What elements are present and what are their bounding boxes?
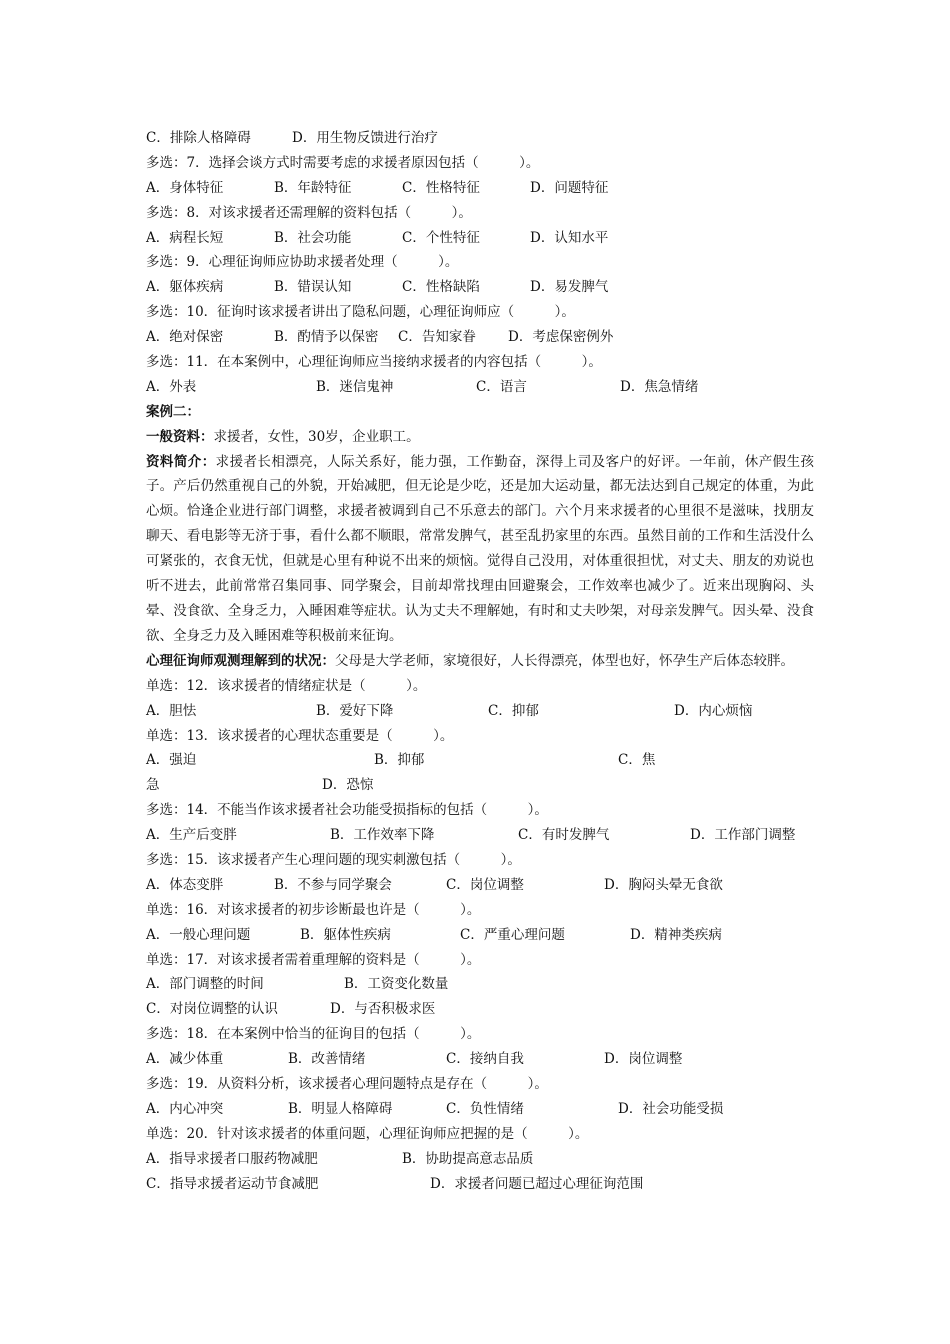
option-text: C．指导求援者运动节食减肥 — [146, 1175, 319, 1192]
option-text: C．告知家眷 — [398, 329, 476, 346]
question-text: 多选：8．对该求援者还需理解的资料包括（ ）。 — [146, 204, 472, 221]
option-text: C．抑郁 — [488, 702, 539, 719]
field-label: 资料简介： — [146, 453, 216, 470]
option-text: A．内心冲突 — [146, 1100, 224, 1117]
option-text: A．外表 — [146, 378, 197, 395]
option-text: A．绝对保密 — [146, 329, 224, 346]
option-text: C．焦 — [618, 752, 656, 769]
option-text: D．与否积极求医 — [330, 1001, 436, 1018]
option-text: C．排除人格障碍 — [146, 130, 251, 146]
question-text: 单选：16．对该求援者的初步诊断最也许是（ ）。 — [146, 901, 481, 918]
options-line — [146, 1097, 814, 1122]
option-text: C．个性特征 — [402, 229, 480, 246]
question-text: 多选：10．征询时该求援者讲出了隐私问题，心理征询师应（ ）。 — [146, 304, 575, 321]
question-text: 多选：14．不能当作该求援者社会功能受损指标的包括（ ）。 — [146, 802, 548, 819]
option-text: B．躯体性疾病 — [300, 926, 391, 943]
option-text: D．求援者问题已超过心理征询范围 — [430, 1175, 644, 1192]
option-text: B．爱好下降 — [316, 702, 394, 719]
question-text: 多选：11．在本案例中，心理征询师应当接纳求援者的内容包括（ ）。 — [146, 354, 602, 371]
options-line — [146, 126, 814, 151]
option-text: D．工作部门调整 — [690, 827, 796, 844]
option-text: A．躯体疾病 — [146, 279, 224, 296]
option-text: C．对岗位调整的认识 — [146, 1001, 278, 1018]
option-text: C．性格特征 — [402, 179, 480, 196]
option-text: B．社会功能 — [274, 229, 352, 246]
option-text: D．易发脾气 — [530, 279, 609, 296]
option-text: A．减少体重 — [146, 1051, 224, 1068]
option-text: B．错误认知 — [274, 279, 352, 296]
question-text: 多选：9．心理征询师应协助求援者处理（ ）。 — [146, 254, 459, 271]
question-text: 单选：17．对该求援者需着重理解的资料是（ ）。 — [146, 951, 481, 968]
case-paragraph — [146, 450, 814, 649]
options-line — [146, 699, 814, 724]
options-line — [146, 176, 814, 201]
option-text: B．抑郁 — [374, 752, 425, 769]
option-text: C．性格缺陷 — [402, 279, 480, 296]
options-line — [146, 773, 814, 798]
options-line — [146, 226, 814, 251]
question-text: 多选：7．选择会谈方式时需要考虑的求援者原因包括（ ）。 — [146, 154, 540, 171]
option-text: B．工资变化数量 — [344, 976, 449, 993]
option-text: D．焦急情绪 — [620, 378, 699, 395]
option-text: A．胆怯 — [146, 702, 197, 719]
options-line — [146, 375, 814, 400]
option-text: A．生产后变胖 — [146, 827, 237, 844]
options-line — [146, 873, 814, 898]
option-text: B．改善情绪 — [288, 1051, 366, 1068]
options-line — [146, 823, 814, 848]
option-text: A．病程长短 — [146, 229, 224, 246]
option-text: A．部门调整的时间 — [146, 976, 264, 993]
option-text: D．内心烦恼 — [674, 702, 753, 719]
option-text: A．强迫 — [146, 752, 197, 769]
option-text: C．负性情绪 — [446, 1100, 524, 1117]
options-line — [146, 972, 814, 997]
option-text: D．胸闷头晕无食欲 — [604, 876, 723, 893]
field-label: 心理征询师观测理解到的状况： — [146, 652, 335, 669]
option-text: A．身体特征 — [146, 179, 224, 196]
info-line — [146, 425, 814, 450]
option-text: D．岗位调整 — [604, 1051, 683, 1068]
question-text: 多选：19．从资料分析，该求援者心理问题特点是存在（ ）。 — [146, 1075, 548, 1092]
option-text: B．工作效率下降 — [330, 827, 435, 844]
options-line — [146, 325, 814, 350]
question-text: 多选：18．在本案例中恰当的征询目的包括（ ）。 — [146, 1026, 481, 1043]
option-text: B．明显人格障碍 — [288, 1100, 393, 1117]
options-line — [146, 1147, 814, 1172]
option-text: B．年龄特征 — [274, 179, 352, 196]
option-text: D．用生物反馈进行治疗 — [292, 130, 438, 146]
option-text: B．迷信鬼神 — [316, 378, 394, 395]
question-text: 多选：15．该求援者产生心理问题的现实刺激包括（ ）。 — [146, 851, 521, 868]
option-text: D．恐惊 — [322, 777, 374, 794]
option-text: A．体态变胖 — [146, 876, 224, 893]
option-text: C．接纳自我 — [446, 1051, 524, 1068]
option-text: D．社会功能受损 — [618, 1100, 724, 1117]
field-text: 求援者，女性，30岁，企业职工。 — [213, 428, 420, 445]
section-heading: 案例二： — [146, 403, 200, 420]
option-text: C．岗位调整 — [446, 876, 524, 893]
option-text: D．问题特征 — [530, 179, 609, 196]
options-line — [146, 275, 814, 300]
option-text: D．认知水平 — [530, 229, 609, 246]
option-text: B．协助提高意志品质 — [402, 1150, 534, 1167]
question-text: 单选：20．针对该求援者的体重问题，心理征询师应把握的是（ ）。 — [146, 1125, 589, 1142]
question-text: 单选：13．该求援者的心理状态重要是（ ）。 — [146, 727, 454, 744]
option-text: D．考虑保密例外 — [508, 329, 614, 346]
field-text: 求援者长相漂亮，人际关系好，能力强，工作勤奋，深得上司及客户的好评。一年前，休产假生孩子。产后仍然重视自己的外貌，开始减肥，但无论是少吃，还是加大运动量，都无法达到自己规定的体重，为此心烦。恰逢企业进行部门调整，求援者被调到自己不乐意去的部门。六个月来求援者的心里很不是滋味，找朋友聊天、看电影等无济于事，看什么都不顺眼，常常发脾气，甚至乱扔家里的东西。虽然目前的工作和生活没什么可紧张的，衣食无忧，但就是心里有种说不出来的烦恼。觉得自己没用，对体重很担忧，对丈夫、朋友的劝说也听不进去，此前常常召集同事、同学聚会，目前却常找理由回避聚会，工作效率也减少了。近来出现胸闷、头晕、没食欲、全身乏力，入睡困难等症状。认为丈夫不理解她，有时和丈夫吵架，对母亲发脾气。因头晕、没食欲、全身乏力及入睡困难等积极前来征询。 — [146, 453, 815, 644]
option-text: C．语言 — [476, 378, 527, 395]
options-line — [146, 923, 814, 948]
question-text: 单选：12．该求援者的情绪症状是（ ）。 — [146, 677, 427, 694]
option-text: C．严重心理问题 — [460, 926, 565, 943]
option-text: A．一般心理问题 — [146, 926, 251, 943]
option-text: B．不参与同学聚会 — [274, 876, 392, 893]
option-text: C．有时发脾气 — [518, 827, 610, 844]
options-line — [146, 1047, 814, 1072]
case-paragraph — [146, 649, 814, 674]
option-text: 急 — [146, 777, 160, 794]
options-line — [146, 1172, 814, 1197]
option-text: B．酌情予以保密 — [274, 329, 379, 346]
options-line — [146, 997, 814, 1022]
field-text: 父母是大学老师，家境很好，人长得漂亮，体型也好，怀孕生产后体态较胖。 — [335, 652, 794, 669]
document-page — [146, 126, 814, 1196]
field-label: 一般资料： — [146, 428, 214, 445]
option-text: D．精神类疾病 — [630, 926, 722, 943]
options-line — [146, 748, 814, 773]
option-text: A．指导求援者口服药物减肥 — [146, 1150, 318, 1167]
